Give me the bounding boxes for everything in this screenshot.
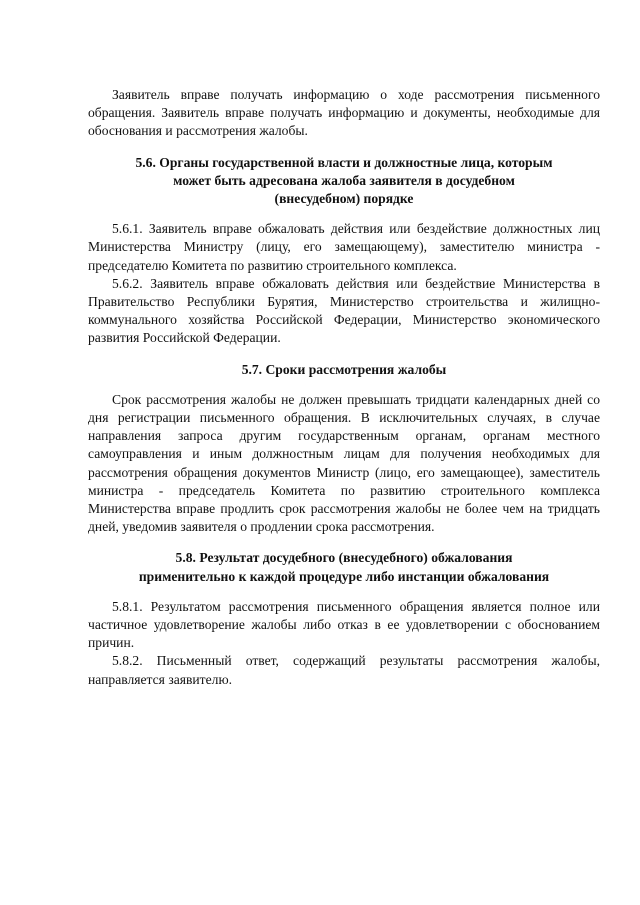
- paragraph-intro: Заявитель вправе получать информацию о ходе рассмотрения письменного обращения. Заявитель вправе получать информацию и документы, необходимые для обоснования и рассмотрения жалобы.: [88, 87, 600, 139]
- paragraph-5-8-2: 5.8.2. Письменный ответ, содержащий результаты рассмотрения жалобы, направляется заявителю.: [88, 653, 600, 687]
- heading-line: 5.6. Органы государственной власти и должностные лица, которым: [135, 154, 553, 170]
- heading-line: 5.8. Результат досудебного (внесудебного) обжалования: [175, 550, 513, 566]
- paragraph-5-6-1: 5.6.1. Заявитель вправе обжаловать действия или бездействие должностных лиц Министерства Министру (лицу, его замещающему), заместителю министра - председателю Комитета по развитию строительного комплекса.: [88, 221, 600, 273]
- paragraph-5-7: Срок рассмотрения жалобы не должен превышать тридцати календарных дней со дня регистрации письменного обращения. В исключительных случаях, в случае направления запроса другим государственным органам, органам местного самоуправления и иным должностным лицам для получения необходимых для рассмотрения обращения документов Министр (лицо, его замещающее), заместитель министра - председатель Комитета по развитию строительного комплекса Министерства вправе продлить срок рассмотрения жалобы не более чем на тридцать дней, уведомив заявителя о продлении срока рассмотрения.: [88, 391, 600, 535]
- section-5-6-heading: [88, 154, 600, 209]
- heading-line: применительно к каждой процедуре либо инстанции обжалования: [138, 568, 550, 584]
- heading-line: (внесудебном) порядке: [274, 191, 414, 207]
- heading-line: может быть адресована жалоба заявителя в досудебном: [173, 172, 515, 188]
- document-page: [88, 86, 600, 689]
- paragraph-5-8-1: 5.8.1. Результатом рассмотрения письменного обращения является полное или частичное удовлетворение жалобы либо отказ в ее удовлетворении с обоснованием причин.: [88, 598, 600, 651]
- section-5-8-heading: [88, 549, 600, 585]
- paragraph-5-6-2: 5.6.2. Заявитель вправе обжаловать действия или бездействие Министерства в Правительство Республики Бурятия, Министерство строительства и жилищно-коммунального хозяйства Российской Федерации, Министерство экономического развития Российской Федерации.: [88, 275, 600, 346]
- heading-line: 5.7. Сроки рассмотрения жалобы: [241, 361, 447, 377]
- section-5-7-heading: [88, 361, 600, 379]
